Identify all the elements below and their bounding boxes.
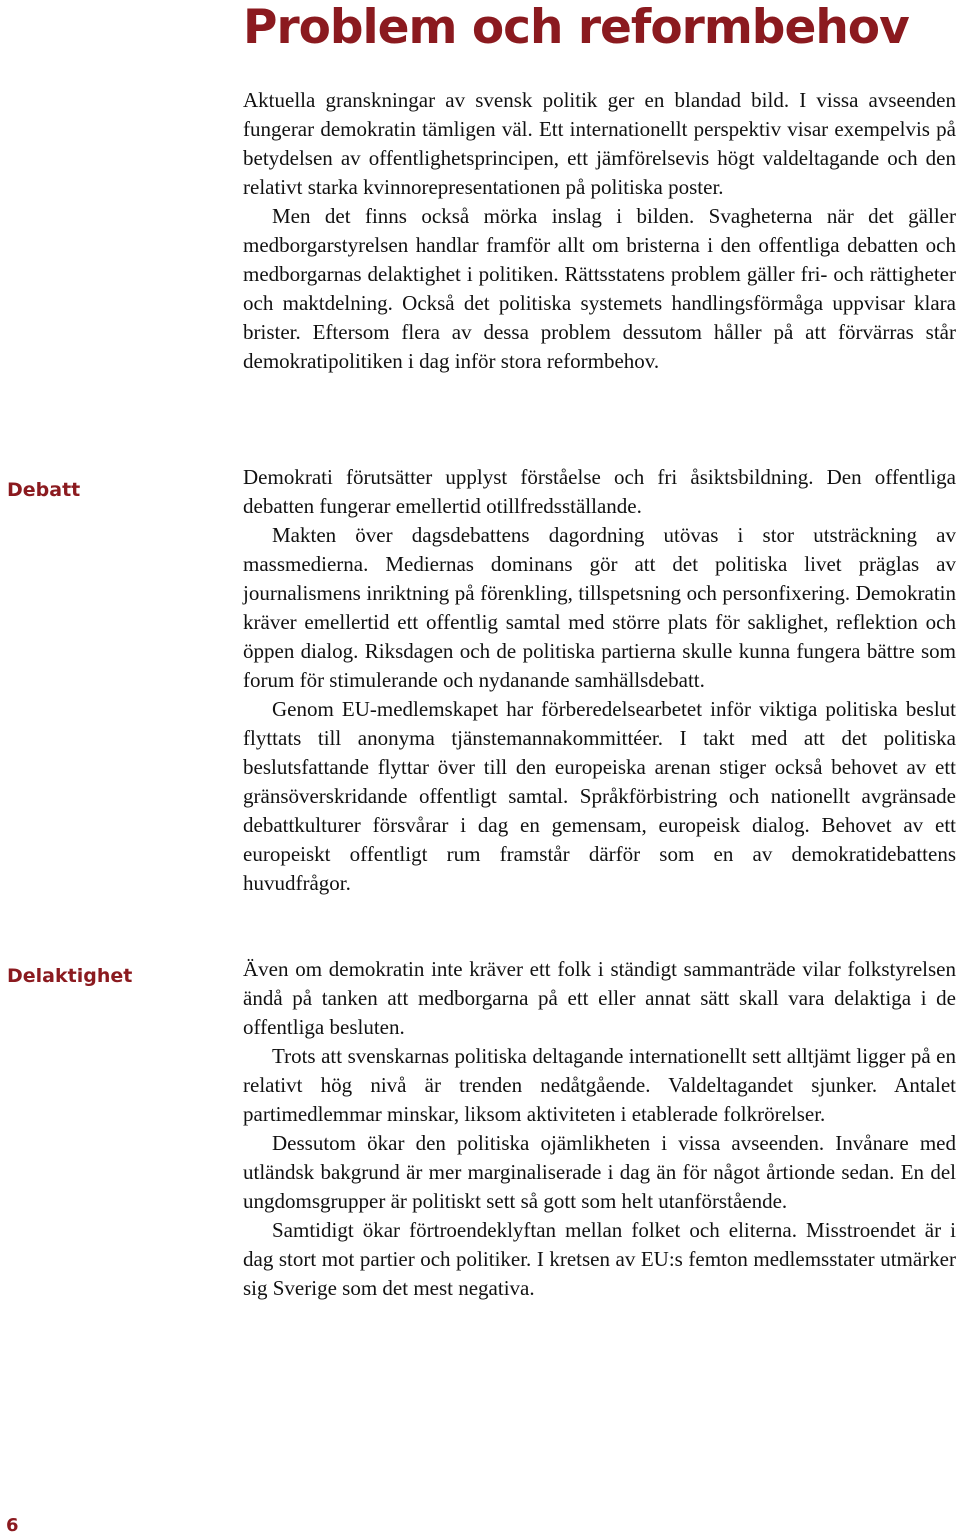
paragraph: Samtidigt ökar förtroendeklyftan mellan folket och eliterna. Misstroendet är i dag stort mot partier och politiker. I kretsen av EU:s femton medlemsstater utmärker sig Sverige som det mest negativa. (243, 1218, 956, 1300)
paragraph: Aktuella granskningar av svensk politik ger en blandad bild. I vissa avseenden fungerar demokratin tämligen väl. Ett internationellt perspektiv visar exempelvis på betydelsen av offentlighetsprincipen, ett jämförelsevis högt valdeltagande och den relativt starka kvinnorepresentationen på politiska poster. (243, 88, 956, 199)
page-number: 6 (6, 1515, 19, 1536)
intro-section (243, 86, 956, 376)
debatt-section (243, 463, 956, 898)
paragraph: Demokrati förutsätter upplyst förståelse och fri åsiktsbildning. Den offentliga debatten fungerar emellertid otillfredsställande. (243, 465, 956, 518)
paragraph: Men det finns också mörka inslag i bilden. Svagheterna när det gäller medborgarstyrelsen handlar framför allt om bristerna i den offentliga debatten och medborgarnas delaktighet i politiken. Rättsstatens problem gäller fri- och rättigheter och maktdelning. Också det politiska systemets handlingsförmåga uppvisar klara brister. Eftersom flera av dessa problem dessutom håller på att förvärras står demokratipolitiken i dag inför stora reformbehov. (243, 204, 956, 373)
paragraph: Trots att svenskarnas politiska deltagande internationellt sett alltjämt ligger på en relativt hög nivå är trenden nedåtgående. Valdeltagandet sjunker. Antalet partimedlemmar minskar, liksom aktiviteten i etablerade folkrörelser. (243, 1044, 956, 1126)
sidebar-label-delaktighet: Delaktighet (7, 965, 133, 987)
delaktighet-section (243, 955, 956, 1303)
paragraph: Makten över dagsdebattens dagordning utövas i stor utsträckning av massmedierna. Mediernas dominans gör att det politiska livet präglas av journalismens inriktning på förenkling, tillspetsning och personfixering. Demokratin kräver emellertid ett offentlig samtal med större plats för saklighet, reflektion och öppen dialog. Riksdagen och de politiska partierna skulle kunna fungera bättre som forum för stimulerande och nydanande samhällsdebatt. (243, 523, 956, 692)
page-title: Problem och reformbehov (243, 0, 909, 55)
paragraph: Genom EU-medlemskapet har förberedelsearbetet inför viktiga politiska beslut flyttats till anonyma tjänstemannakommittéer. I takt med att det politiska beslutsfattande flyttar över till den europeiska arenan stiger också behovet av ett gränsöverskridande offentligt samtal. Språkförbistring och nationellt avgränsade debattkulturer försvårar i dag en gemensam, europeisk dialog. Behovet av ett europeiskt offentligt rum framstår därför som en av demokratidebattens huvudfrågor. (243, 697, 956, 895)
paragraph: Även om demokratin inte kräver ett folk i ständigt sammanträde vilar folkstyrelsen ändå på tanken att medborgarna på ett eller annat sätt skall vara delaktiga i de offentliga besluten. (243, 957, 956, 1039)
paragraph: Dessutom ökar den politiska ojämlikheten i vissa avseenden. Invånare med utländsk bakgrund är mer marginaliserade i dag än för något årtionde sedan. En del ungdomsgrupper är politiskt sett så gott som helt utanförstående. (243, 1131, 956, 1213)
sidebar-label-debatt: Debatt (7, 479, 81, 501)
